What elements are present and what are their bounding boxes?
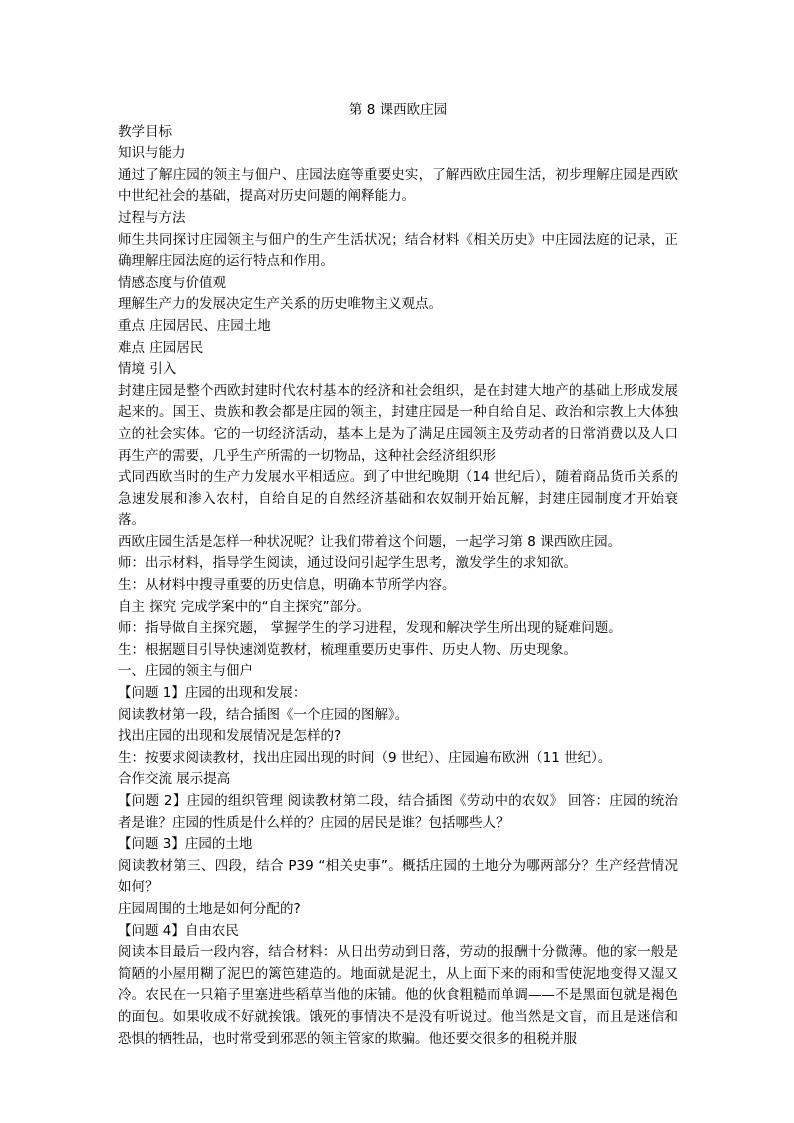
paragraph: 阅读教材第一段，结合插图《一个庄园的图解》。	[118, 706, 409, 723]
paragraph: 生：从材料中搜寻重要的历史信息，明确本节所学内容。	[118, 577, 456, 594]
paragraph: 生：按要求阅读教材，找出庄园出现的时间（9 世纪）、庄园遍布欧洲（11 世纪）。	[118, 749, 612, 766]
paragraph: 情感态度与价值观	[118, 274, 226, 291]
paragraph: 理解生产力的发展决定生产关系的历史唯物主义观点。	[118, 296, 442, 313]
paragraph: 过程与方法	[118, 209, 186, 226]
paragraph: 知识与能力	[118, 145, 186, 162]
document-body	[118, 122, 678, 1051]
paragraph: 通过了解庄园的领主与佃户、庄园法庭等重要史实，了解西欧庄园生活，初步理解庄园是西欧中世纪社会的基础，提高对历史问题的阐释能力。	[118, 166, 678, 205]
paragraph: 一、庄园的领主与佃户	[118, 663, 253, 680]
paragraph: 找出庄园的出现和发展情况是怎样的?	[118, 728, 342, 745]
paragraph: 【问题 3】庄园的土地	[118, 836, 253, 853]
paragraph: 师：指导做自主探究题， 掌握学生的学习进程，发现和解决学生所出现的疑难问题。	[118, 620, 622, 637]
paragraph: 【问题 1】庄园的出现和发展：	[118, 685, 307, 702]
paragraph: 重点 庄园居民、庄园土地	[118, 317, 271, 334]
paragraph: 情境 引入	[118, 361, 177, 378]
paragraph: 难点 庄园居民	[118, 339, 204, 356]
paragraph: 【问题 4】自由农民	[118, 922, 239, 939]
paragraph: 师：出示材料，指导学生阅读，通过设问引起学生思考，激发学生的求知欲。	[118, 555, 577, 572]
paragraph: 庄园周围的土地是如何分配的?	[118, 900, 301, 917]
document-page	[118, 100, 678, 1050]
paragraph: 封建庄园是整个西欧封建时代农村基本的经济和社会组织，是在封建大地产的基础上形成发展起来的。国王、贵族和教会都是庄园的领主，封建庄园是一种自给自足、政治和宗教上大体独立的社会实体。它的一切经济活动，基本上是为了满足庄园领主及劳动者的日常消费以及人口再生产的需要，几乎生产所需的一切物品，这种社会经济组织形	[118, 382, 678, 464]
paragraph: 生：根据题目引导快速浏览教材，梳理重要历史事件、历史人物、历史现象。	[118, 641, 577, 658]
paragraph: 教学目标	[118, 123, 172, 140]
lesson-title: 第 8 课西欧庄园	[348, 102, 448, 118]
paragraph: 阅读本目最后一段内容，结合材料：从日出劳动到日落，劳动的报酬十分微薄。他的家一般是简陋的小屋用糊了泥巴的篱笆建造的。地面就是泥土，从上面下来的雨和雪使泥地变得又湿又冷。农民在一只箱子里塞进些稻草当他的床铺。他的伙食粗糙而单调——不是黑面包就是褐色的面包。如果收成不好就挨饿。饿死的事情决不是没有听说过。他当然是文盲，而且是迷信和恐惧的牺牲品，也时常受到邪恶的领主管家的欺骗。他还要交很多的租税并服	[118, 944, 678, 1047]
paragraph: 西欧庄园生活是怎样一种状况呢？让我们带着这个问题，一起学习第 8 课西欧庄园。	[118, 533, 622, 550]
paragraph: 式同西欧当时的生产力发展水平相适应。到了中世纪晚期（14 世纪后），随着商品货币关系的急速发展和渗入农村，自给自足的自然经济基础和农奴制开始瓦解，封建庄园制度才开始衰落。	[118, 469, 678, 529]
paragraph: 阅读教材第三、四段，结合 P39 “相关史事”。概括庄园的土地分为哪两部分？生产经营情况如何？	[118, 857, 678, 896]
paragraph: 【问题 2】庄园的组织管理 阅读教材第二段，结合插图《劳动中的农奴》 回答：庄园的统治者是谁？庄园的性质是什么样的？庄园的居民是谁？包括哪些人？	[118, 793, 678, 831]
paragraph: 自主 探究 完成学案中的“自主探究”部分。	[118, 598, 371, 615]
paragraph: 合作交流 展示提高	[118, 771, 231, 788]
paragraph: 师生共同探讨庄园领主与佃户的生产生活状况；结合材料《相关历史》中庄园法庭的记录，正确理解庄园法庭的运行特点和作用。	[118, 231, 678, 270]
